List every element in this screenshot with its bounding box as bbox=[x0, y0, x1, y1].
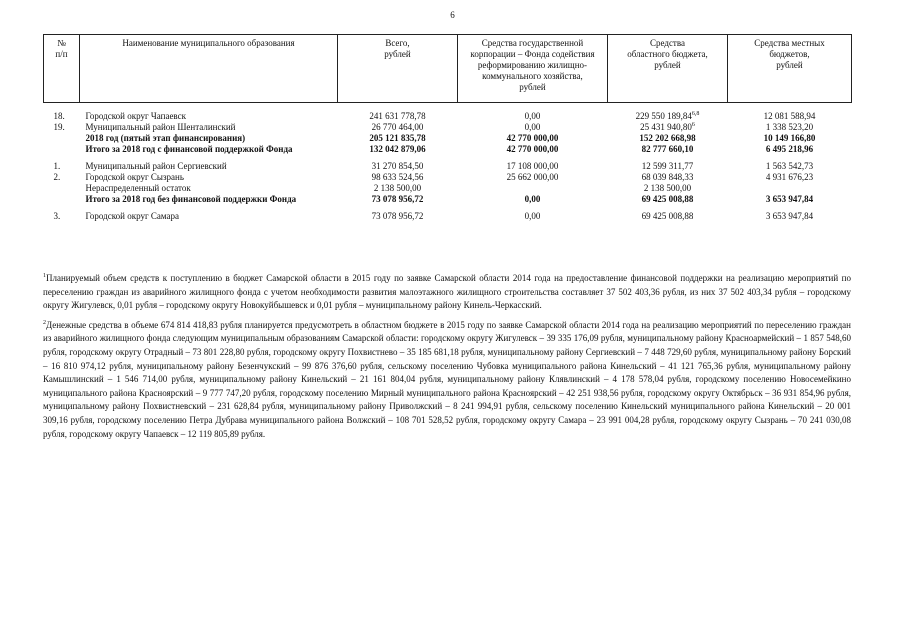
row-local: 1 338 523,20 bbox=[765, 122, 814, 132]
table-header-row bbox=[44, 35, 852, 103]
row-number: 18. bbox=[53, 111, 65, 121]
row-number: 2. bbox=[53, 172, 61, 182]
row-local: 12 081 588,94 bbox=[763, 111, 816, 121]
row-name: Городской округ Сызрань bbox=[85, 172, 184, 182]
row-total: 205 121 835,78 bbox=[369, 133, 426, 143]
row-number bbox=[44, 194, 80, 205]
row-name: Городской округ Самара bbox=[85, 211, 180, 221]
row-regional-value: 12 599 311,77 bbox=[641, 161, 694, 171]
row-fund: 42 770 000,00 bbox=[506, 144, 559, 154]
row-regional-value: 82 777 660,10 bbox=[641, 144, 694, 154]
header-name: Наименование муниципального образования bbox=[80, 35, 338, 103]
header-total: Всего, рублей bbox=[338, 35, 458, 103]
row-name: 2018 год (пятый этап финансирования) bbox=[85, 133, 246, 143]
row-number: 19. bbox=[53, 122, 65, 132]
row-regional-value: 69 425 008,88 bbox=[641, 211, 694, 221]
row-local: 3 653 947,84 bbox=[765, 194, 814, 204]
row-fund bbox=[458, 183, 608, 194]
row-fund: 0,00 bbox=[524, 211, 541, 221]
row-local: 3 653 947,84 bbox=[765, 211, 814, 221]
row-regional-value: 2 138 500,00 bbox=[643, 183, 692, 193]
page-number: 6 bbox=[450, 10, 455, 20]
row-regional bbox=[608, 183, 728, 194]
row-name: Итого за 2018 год без финансовой поддержки Фонда bbox=[85, 194, 297, 204]
header-fund: Средства государственной корпорации – Фонда содействия реформированию жилищно- коммунального хозяйства, рублей bbox=[458, 35, 608, 103]
row-local: 6 495 218,96 bbox=[765, 144, 814, 154]
row-regional bbox=[608, 211, 728, 222]
row-fund: 17 108 000,00 bbox=[506, 161, 559, 171]
row-number bbox=[44, 183, 80, 194]
row-total: 2 138 500,00 bbox=[373, 183, 422, 193]
row-number bbox=[44, 133, 80, 144]
row-total: 98 633 524,56 bbox=[371, 172, 424, 182]
table-row bbox=[44, 111, 852, 122]
row-name: Муниципальный район Шенталинский bbox=[85, 122, 236, 132]
row-local: 10 149 166,80 bbox=[763, 133, 816, 143]
row-regional bbox=[608, 172, 728, 183]
footnote-text: Планируемый объем средств к поступлению в бюджет Самарской области в 2015 году по заявке Самарской области 2014 года на предоставление финансовой поддержки на реализацию мероприятий по переселению граждан из аварийного жилищного фонда с учетом необходимости развития малоэтажного жилищного строительства составляет 37 502 403,36 рубля, из них 37 502 403,34 рубля – городскому округу Жигулевск, 0,01 рубля – городскому округу Новокуйбышевск и 0,01 рубля – муниципальному району Кинель-Черкасский. bbox=[43, 273, 851, 311]
header-local: Средства местных бюджетов, рублей bbox=[728, 35, 852, 103]
row-name: Нераспределенный остаток bbox=[85, 183, 191, 193]
footnote-ref: 6 bbox=[691, 122, 695, 128]
footnote-mark: 2 bbox=[43, 319, 46, 326]
table-row bbox=[44, 194, 852, 205]
row-number bbox=[44, 144, 80, 155]
row-name: Городской округ Чапаевск bbox=[85, 111, 186, 121]
row-regional bbox=[608, 133, 728, 144]
header-regional: Средства областного бюджета, рублей bbox=[608, 35, 728, 103]
footnote-text: Денежные средства в объеме 674 814 418,83 рубля планируется предусмотреть в областном бюджете в 2015 году по заявке Самарской области 2014 года на реализацию мероприятий по переселению граждан из аварийного жилищного фонда следующим муниципальным образованиям Самарской области: городскому округу Жигулевск – 39 335 176,09 рубля, муниципальному району Красноармейский – 1 857 548,60 рубля, городскому округу Отрадный – 73 801 228,80 рубля, городскому округу Похвистнево – 35 185 681,18 рубля, муниципальному району Сергиевский – 7 448 729,60 рубля, муниципальному району Борский – 16 810 974,12 рубля, муниципальному району Безенчукский – 99 876 376,60 рубля, сельскому поселению Чубовка муниципального района Кинельский – 41 121 765,36 рубля, муниципальному району Камышлинский – 1 546 714,00 рубля, муниципальному району Кинельский – 21 161 804,04 рубля, муниципальному району Клявлинский – 4 178 578,04 рубля, городскому поселению Новосемейкино муниципального района Красноярский – 9 777 747,20 рубля, городскому поселению Мирный муниципального района Красноярский – 42 251 938,56 рубля, городскому округу Октябрьск – 36 931 854,96 рубля, муниципальному району Похвистневский – 231 628,84 рубля, муниципальному району Приволжский – 8 241 994,91 рубля, сельскому поселению Кинельский муниципального района Кинельский – 20 001 309,16 рубля, городскому поселению Петра Дубрава муниципального района Волжский – 108 701 528,52 рубля, городскому округу Самара – 23 991 004,28 рубля, городскому округу Сызрань – 70 241 030,08 рубля, городскому округу Чапаевск – 12 119 805,89 рубля. bbox=[43, 319, 851, 439]
table-row bbox=[44, 161, 852, 172]
row-regional-value: 69 425 008,88 bbox=[641, 194, 694, 204]
footnote-mark: 1 bbox=[43, 273, 46, 279]
financing-table bbox=[43, 34, 852, 222]
row-name: Итого за 2018 год с финансовой поддержкой Фонда bbox=[85, 144, 293, 154]
footnotes bbox=[43, 272, 851, 447]
table-row bbox=[44, 172, 852, 183]
row-total: 73 078 956,72 bbox=[371, 194, 424, 204]
row-regional-value: 229 550 189,84 bbox=[635, 111, 692, 121]
row-total: 31 270 854,50 bbox=[371, 161, 424, 171]
footnote-ref: 6,8 bbox=[691, 111, 700, 117]
row-regional-value: 25 431 940,80 bbox=[640, 122, 692, 132]
row-regional bbox=[608, 122, 728, 133]
row-total: 73 078 956,72 bbox=[371, 211, 424, 221]
row-regional bbox=[608, 161, 728, 172]
row-total: 26 770 464,00 bbox=[371, 122, 424, 132]
table-row bbox=[44, 183, 852, 194]
row-regional bbox=[608, 144, 728, 155]
row-local: 1 563 542,73 bbox=[765, 161, 814, 171]
row-total: 241 631 778,78 bbox=[369, 111, 426, 121]
row-fund: 42 770 000,00 bbox=[506, 133, 559, 143]
row-local: 4 931 676,23 bbox=[765, 172, 814, 182]
table-row bbox=[44, 211, 852, 222]
row-regional-value: 68 039 848,33 bbox=[641, 172, 694, 182]
row-number: 1. bbox=[53, 161, 61, 171]
header-num: № п/п bbox=[44, 35, 80, 103]
row-number: 3. bbox=[53, 211, 61, 221]
row-name: Муниципальный район Сергиевский bbox=[85, 161, 227, 171]
table-row bbox=[44, 133, 852, 144]
row-fund: 25 662 000,00 bbox=[506, 172, 559, 182]
row-regional-value: 152 202 668,98 bbox=[639, 133, 696, 143]
row-fund: 0,00 bbox=[524, 122, 541, 132]
row-fund: 0,00 bbox=[524, 111, 541, 121]
row-fund: 0,00 bbox=[524, 194, 541, 204]
table-row bbox=[44, 122, 852, 133]
footnote-1 bbox=[43, 272, 851, 313]
footnote-2 bbox=[43, 319, 851, 441]
row-local bbox=[728, 183, 852, 194]
row-regional bbox=[608, 194, 728, 205]
table-row bbox=[44, 144, 852, 155]
row-total: 132 042 879,06 bbox=[369, 144, 426, 154]
row-regional bbox=[608, 111, 728, 122]
